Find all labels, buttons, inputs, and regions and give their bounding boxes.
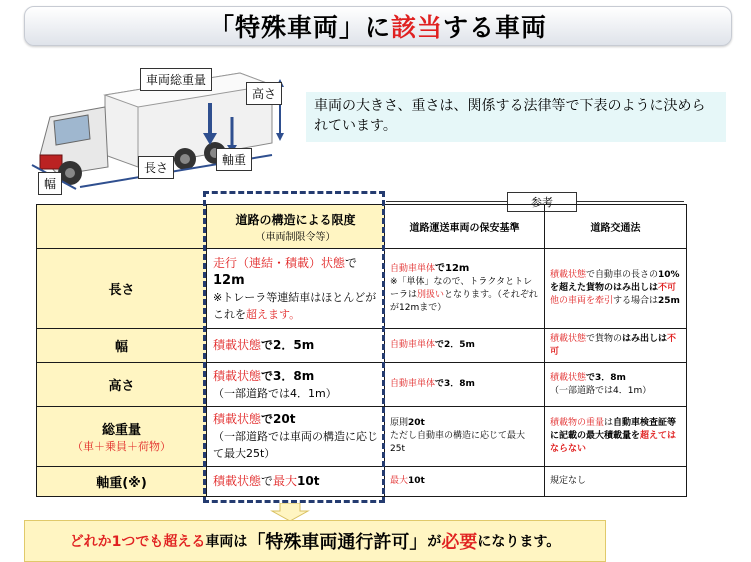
title-part2: 該当 — [390, 13, 443, 42]
row-head-gross-weight — [37, 407, 207, 467]
text-run: 自動車単体 — [390, 264, 436, 274]
label-length: 長さ — [138, 156, 174, 179]
text-run: 積載状態 — [213, 412, 262, 426]
text-run: 10t — [297, 474, 320, 488]
text-run: 自動車単体 — [390, 340, 436, 350]
text-run: 最大 — [390, 476, 409, 486]
text-run: で — [345, 255, 358, 270]
cell-axle-traffic: 規定なし — [545, 467, 687, 497]
text-run: 20t — [408, 418, 425, 428]
cell-axle-safety — [385, 467, 545, 497]
row-head-length: 長さ — [37, 249, 207, 329]
text-run: 不可 — [658, 283, 677, 293]
road-structure-highlight — [203, 191, 385, 503]
text-run: どれか1つでも — [69, 534, 164, 550]
row-head-height: 高さ — [37, 363, 207, 407]
text-run: で自動車の長さの — [586, 270, 659, 280]
label-gross-weight: 車両総重量 — [140, 68, 212, 91]
text-run: で — [261, 474, 274, 488]
cell-gross-traffic — [545, 407, 687, 467]
text-run: はみ出しは — [622, 333, 668, 344]
label-axle: 軸重 — [216, 148, 252, 171]
text-run: する場合は — [613, 296, 659, 306]
text-run: 原則 — [390, 418, 409, 428]
text-run: 必要 — [441, 532, 478, 553]
text-run: （一部道路では4．1m） — [213, 386, 337, 400]
text-run: 自動車検査証等に記載の最大積載量を — [550, 418, 677, 441]
text-run: 10t — [408, 476, 425, 486]
cell-length-traffic — [545, 249, 687, 329]
text-run: 積載状態 — [550, 270, 587, 280]
text-run: 車両は — [205, 534, 248, 550]
text-run: で3．8m — [586, 372, 626, 383]
reference-label: 参考 — [507, 192, 577, 212]
row-head-axle: 軸重(※) — [37, 467, 207, 497]
text-run: 最大 — [273, 474, 298, 488]
text-run: 積載状態 — [213, 474, 262, 488]
text-run: 10%を超えた貨物のはみ出しは — [550, 270, 680, 293]
cell-length-safety — [385, 249, 545, 329]
text-run: 走行（連結・積載）状態 — [213, 255, 346, 270]
text-run: 「特殊車両通行許可」 — [247, 532, 428, 553]
text-run: 25m — [658, 296, 680, 306]
page-title — [24, 6, 732, 46]
cell-height-traffic — [545, 363, 687, 407]
text-run: 積載物の重量 — [550, 418, 605, 428]
row-head-width: 幅 — [37, 329, 207, 363]
cell-width-traffic — [545, 329, 687, 363]
text-run: で2．5m — [435, 340, 475, 350]
title-part1: 「特殊車両」に — [208, 13, 391, 42]
text-run: ただし自動車の構造に応じて最大25t — [390, 431, 526, 454]
svg-graphic — [268, 503, 312, 521]
text-run: ※トレーラ等連結車はほとんどがこれを — [213, 290, 377, 321]
text-run: 積載状態 — [550, 372, 587, 383]
header-empty-cell — [37, 205, 207, 249]
text-run: 自動車単体 — [390, 379, 436, 389]
cell-width-safety — [385, 329, 545, 363]
text-run: 積載状態 — [213, 338, 262, 352]
text-run: となります。（それぞれが12mまで） — [390, 290, 538, 313]
text-run: で貨物の — [586, 333, 623, 344]
header-road-traffic-law: 道路交通法 — [545, 205, 687, 249]
cell-height-safety — [385, 363, 545, 407]
cell-gross-safety — [385, 407, 545, 467]
text-run: 他の車両を牽引 — [550, 296, 614, 306]
text-run: は — [604, 418, 614, 428]
text-run: （一部道路では4．1m） — [550, 385, 652, 396]
text-run: 不可 — [550, 333, 677, 357]
header-col1-title: 道路の構造による限度 — [235, 212, 356, 227]
text-run: ※「単体」なので、トラクタとトレーラは — [390, 277, 533, 300]
text-run: 積載状態 — [213, 368, 262, 383]
text-run: で3．8m — [261, 368, 315, 383]
text-run: 別扱い — [417, 290, 445, 300]
header-safety-standards: 道路運送車両の保安基準 — [385, 205, 545, 249]
row-head-gross-weight-label: 総重量 — [101, 423, 141, 438]
text-run: で12m — [435, 263, 470, 274]
text-run: が — [427, 534, 442, 550]
text-run: 超えてはならない — [550, 431, 677, 454]
label-width: 幅 — [38, 172, 62, 195]
intro-text: 車両の大きさ、重さは、関係する法律等で下表のように決められています。 — [306, 92, 726, 142]
text-run: で2．5m — [261, 338, 315, 352]
text-run: 12m — [213, 272, 245, 288]
permit-required-banner — [24, 520, 606, 562]
text-run: 超えます。 — [246, 307, 301, 321]
title-part3: する車両 — [443, 13, 548, 42]
text-run: になります。 — [477, 534, 561, 550]
header-col1-sub: （車両制限令等） — [255, 231, 336, 243]
text-run: で20t — [261, 412, 296, 426]
label-height: 高さ — [246, 82, 282, 105]
text-run: で3．8m — [435, 379, 475, 389]
row-head-gross-weight-sub: （車＋乗員＋荷物） — [72, 440, 171, 453]
text-run: 超える — [163, 534, 206, 550]
text-run: 積載状態 — [550, 333, 587, 344]
text-run: （一部道路では車両の構造に応じて最大25t） — [213, 430, 378, 460]
